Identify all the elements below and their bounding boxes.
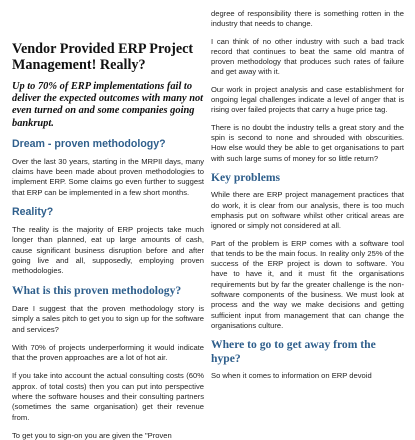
paragraph: To get you to sign-on you are given the "Proven bbox=[12, 430, 172, 440]
paragraph: While there are ERP project management practices that do work, it is clear from our analysis, there is too much emphasis put on software whilst other critical areas are ignored or simply not considered at all. bbox=[211, 190, 404, 231]
left-column bbox=[12, 0, 204, 440]
paragraph: Over the last 30 years, starting in the MRPII days, many claims have been made about proven methodologies to implement ERP. Some claims go even further to suggest that ERP can be implemented in a few short months. bbox=[12, 156, 204, 197]
paragraph: Part of the problem is ERP comes with a software tool that tends to be the main focus. In reality only 25% of the success of the ERP project is down to software. You have to have it, and it must fit the organisations requirements but by far the greater challenge is the non-software components of the business. We must look at process and the way we make decisions and getting sufficient input from management that can change the organisations culture. bbox=[211, 238, 404, 330]
article-title: Vendor Provided ERP Project Management! Really? bbox=[12, 41, 194, 73]
paragraph: So when it comes to information on ERP devoid bbox=[211, 371, 372, 381]
heading-key-problems: Key problems bbox=[211, 170, 281, 184]
paragraph: If you take into account the actual consulting costs (60% approx. of total costs) then you can put into perspective where the software houses and their consulting partners (sometimes the same organisation) get their revenue from. bbox=[12, 371, 204, 422]
article-lead: Up to 70% of ERP implementations fail to deliver the expected outcomes with many not even turned on and some companies going bankrupt. bbox=[12, 81, 204, 129]
paragraph: There is no doubt the industry tells a great story and the spin is second to none and shrouded with obscurities. How else would they be able to get organisations to part with such large sums of money for so little return? bbox=[211, 122, 404, 163]
right-column bbox=[211, 0, 404, 440]
heading-what-is-proven-methodology: What is this proven methodology? bbox=[12, 284, 182, 298]
paragraph: I can think of no other industry with such a bad track record that continues to beat the same old mantra of proven methodology that produces such rates of failure and get away with it. bbox=[211, 36, 404, 77]
paragraph: Dare I suggest that the proven methodology story is simply a sales pitch to get you to sign up for the software and services? bbox=[12, 303, 204, 334]
paragraph: The reality is the majority of ERP projects take much longer than planned, eat up large amounts of cash, cause significant business disruption before and after going live and all, supposedly, employing proven methodologies. bbox=[12, 225, 204, 276]
heading-dream-proven-methodology: Dream - proven methodology? bbox=[12, 137, 166, 150]
paragraph: With 70% of projects underperforming it would indicate that the proven approaches are a lot of hot air. bbox=[12, 342, 204, 363]
paragraph: degree of responsibility there is something rotten in the industry that needs to change. bbox=[211, 9, 404, 29]
heading-reality: Reality? bbox=[12, 206, 54, 218]
paragraph: Our work in project analysis and case establishment for ongoing legal challenges indicate a level of anger that is rising over failed projects that carry a huge price tag. bbox=[211, 84, 404, 115]
heading-where-to-go: Where to go to get away from the hype? bbox=[211, 338, 376, 365]
